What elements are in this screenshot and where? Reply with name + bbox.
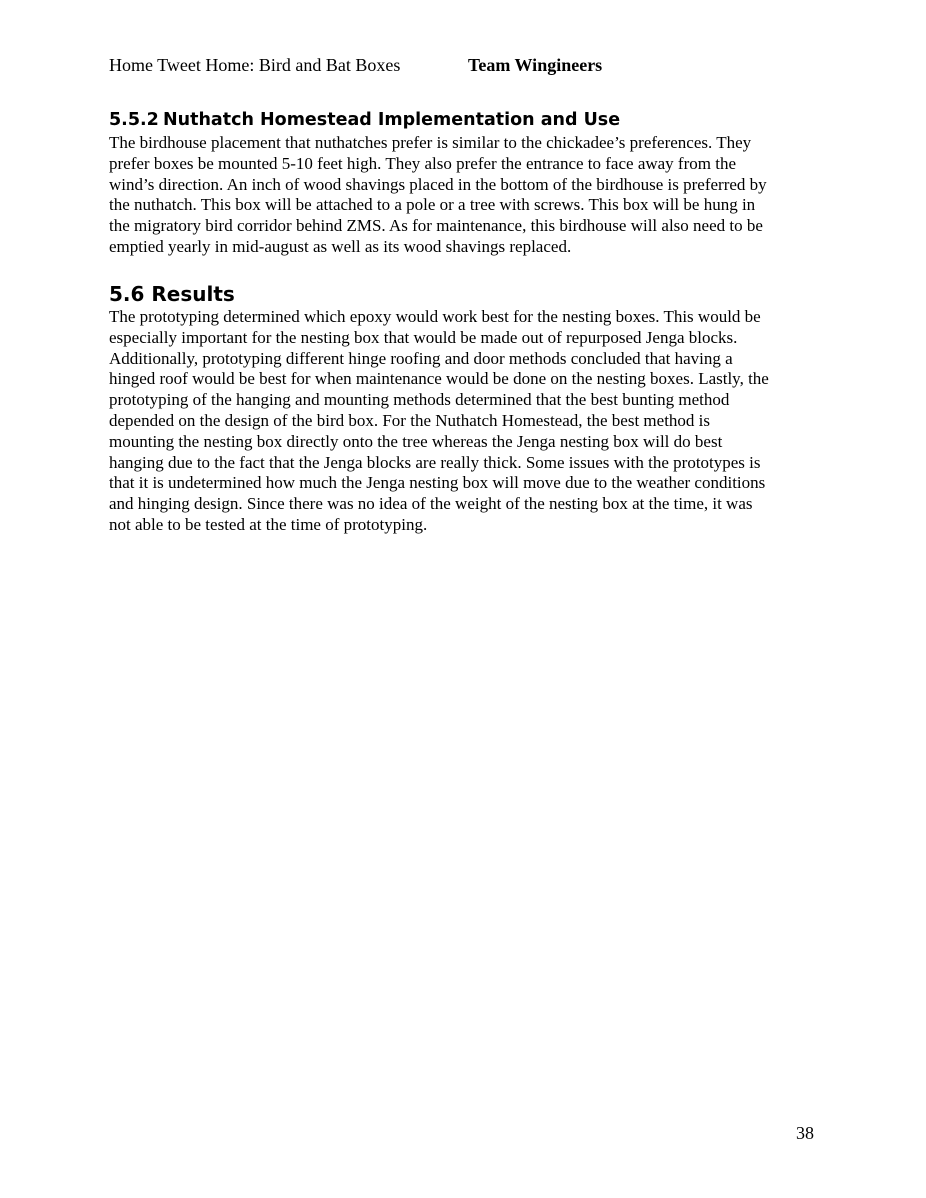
paragraph-line: that it is undetermined how much the Jenga nesting box will move due to the weather conditions	[109, 473, 766, 493]
running-header	[109, 55, 603, 76]
paragraph-line: the migratory bird corridor behind ZMS. As for maintenance, this birdhouse will also need to be	[109, 216, 763, 236]
paragraph-line: hinged roof would be best for when maintenance would be done on the nesting boxes. Lastly, the	[109, 369, 769, 389]
paragraph-line: not able to be tested at the time of prototyping.	[109, 514, 428, 534]
section-5-6-paragraph	[109, 307, 821, 536]
section-title: Nuthatch Homestead Implementation and Use	[163, 110, 621, 130]
paragraph-line: wind’s direction. An inch of wood shavings placed in the bottom of the birdhouse is preferred by	[109, 174, 767, 194]
section-5-5-2-paragraph	[109, 133, 821, 258]
paragraph-line: prototyping of the hanging and mounting methods determined that the best bunting method	[109, 390, 730, 410]
section-heading-5-6: 5.6 Results	[109, 282, 235, 306]
header-team-name: Team Wingineers	[468, 55, 603, 75]
section-heading-5-5-2	[109, 110, 620, 130]
header-document-title: Home Tweet Home: Bird and Bat Boxes	[109, 55, 401, 75]
paragraph-line: the nuthatch. This box will be attached to a pole or a tree with screws. This box will be hung in	[109, 195, 756, 215]
paragraph-line: prefer boxes be mounted 5-10 feet high. They also prefer the entrance to face away from the	[109, 153, 736, 173]
section-number: 5.5.2	[109, 110, 159, 130]
paragraph-line: and hinging design. Since there was no idea of the weight of the nesting box at the time, it was	[109, 494, 753, 514]
paragraph-line: depended on the design of the bird box. For the Nuthatch Homestead, the best method is	[109, 410, 711, 430]
paragraph-line: Additionally, prototyping different hinge roofing and door methods concluded that having a	[109, 348, 733, 368]
paragraph-line: The prototyping determined which epoxy would work best for the nesting boxes. This would be	[109, 307, 761, 326]
paragraph-line: emptied yearly in mid-august as well as its wood shavings replaced.	[109, 236, 572, 256]
paragraph-line: mounting the nesting box directly onto the tree whereas the Jenga nesting box will do best	[109, 431, 723, 451]
page-number: 38	[796, 1123, 814, 1143]
paragraph-line: especially important for the nesting box that would be made out of repurposed Jenga blocks.	[109, 327, 738, 347]
paragraph-line: The birdhouse placement that nuthatches prefer is similar to the chickadee’s preferences. They	[109, 133, 752, 152]
paragraph-line: hanging due to the fact that the Jenga blocks are really thick. Some issues with the prototypes is	[109, 452, 761, 472]
